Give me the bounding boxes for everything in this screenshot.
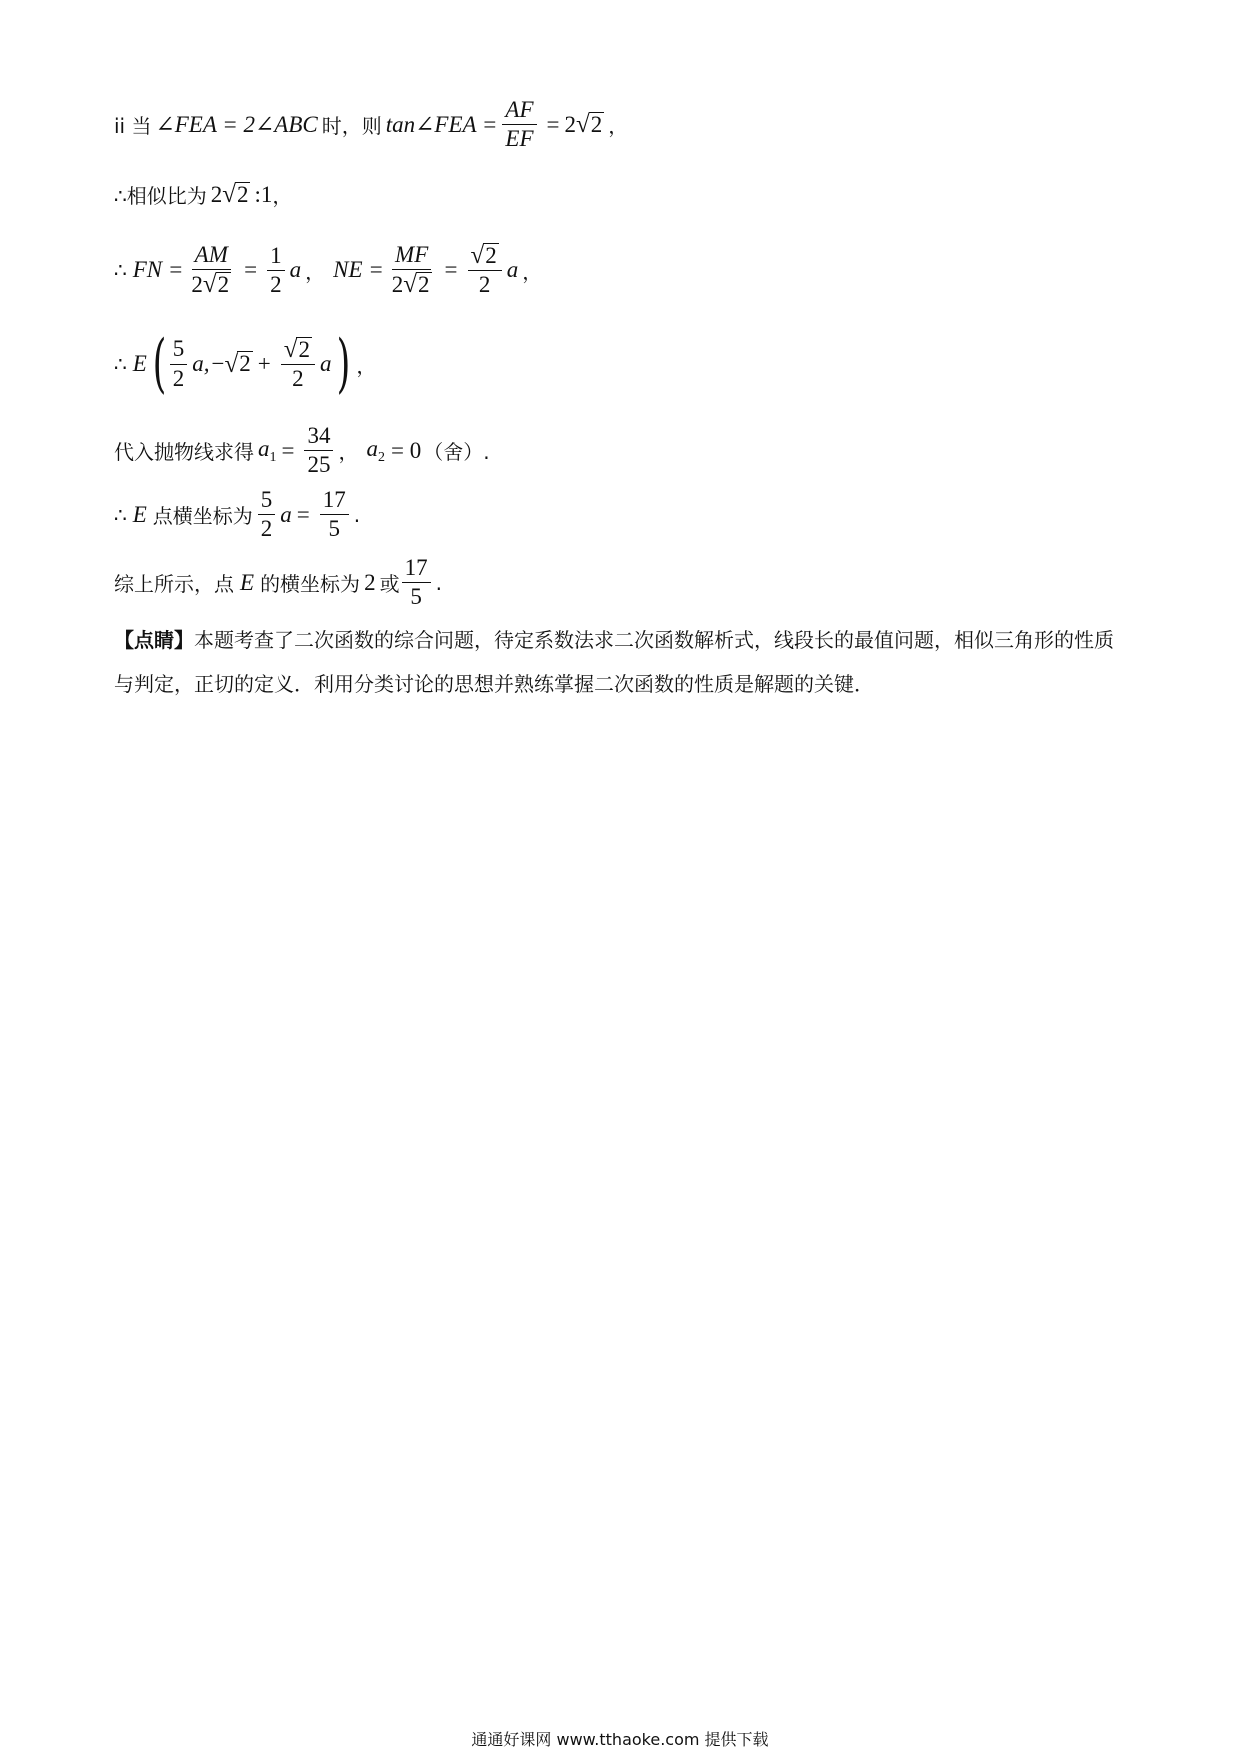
line-6-end: . [353, 502, 361, 527]
solution-line-2 [114, 180, 292, 209]
line-5-a2-var: a [366, 435, 378, 461]
line-3-var-a-2: a [506, 257, 519, 283]
line-6-frac-result [320, 488, 349, 541]
line-2-sqrt: √ 2 [222, 181, 249, 209]
line-5-a1 [258, 436, 277, 466]
line-7-value-2: 2 [364, 569, 376, 595]
line-3-frac-mf-den: 2 √ 2 [391, 271, 430, 299]
comment-label: 【点睛】 [114, 628, 194, 652]
line-3-frac-am-num: AM [192, 243, 231, 270]
line-3-end: ， [522, 259, 543, 284]
line-2-coef: 2 [210, 181, 223, 207]
line-3-frac-am-den-radicand: 2 [217, 272, 230, 298]
line-1-end: ， [608, 114, 629, 139]
line-1-fraction [502, 98, 536, 151]
line-3-frac-mf [389, 243, 435, 297]
line-3-frac-half-num: 1 [267, 244, 285, 271]
line-1-sqrt: √ 2 [576, 111, 603, 139]
line-5-frac-num: 34 [304, 424, 333, 451]
line-6-eq: = [296, 501, 310, 527]
line-3-frac-half [267, 244, 285, 297]
line-6-therefore: ∴ [114, 502, 127, 527]
line-4-point-e: E [132, 351, 147, 376]
line-5-a2-sub: 2 [377, 449, 385, 465]
line-1-condition: ∠FEA = 2∠ABC [155, 111, 318, 137]
line-4-right-paren: ) [337, 327, 351, 401]
line-3-frac-mf-den-coef: 2 [391, 272, 404, 298]
line-5-text: 代入抛物线求得 [114, 440, 254, 465]
line-3-frac-root2-radicand: 2 [485, 243, 497, 268]
line-7-frac-num: 17 [402, 556, 431, 583]
line-1-tan: tan∠FEA = [385, 111, 498, 137]
page-footer: 通通好课网 www.tthaoke.com 提供下载 [471, 1730, 769, 1749]
line-6-var-a: a [280, 501, 292, 527]
line-3-therefore: ∴ [114, 258, 127, 283]
line-5-frac-den: 25 [307, 452, 331, 478]
line-1-mid: 时，则 [321, 114, 382, 139]
line-4-frac-root2-num: √ 2 [281, 337, 315, 365]
line-3-frac-am-den-coef: 2 [191, 272, 203, 298]
line-1-fraction-num: AF [502, 98, 536, 125]
solution-line-5 [114, 424, 490, 477]
line-2-text: ∴相似比为 [114, 184, 207, 208]
line-3-frac-half-den: 2 [270, 271, 282, 297]
line-4-end: ， [356, 353, 377, 378]
line-5-eq-1: = [281, 437, 295, 463]
solution-line-6 [114, 488, 360, 541]
line-4-neg: − [211, 351, 225, 376]
line-7-text2: 的横坐标为 [260, 572, 361, 597]
line-6-frac2-den: 5 [328, 516, 341, 542]
line-6-point-e: E [132, 501, 147, 527]
solution-line-1 [114, 98, 628, 151]
line-1-sqrt-radicand: 2 [590, 112, 603, 138]
line-3-eq-1: = [244, 257, 258, 283]
line-4-plus: + [257, 351, 271, 376]
line-7-frac-den: 5 [410, 584, 422, 610]
line-4-frac-num: 5 [170, 337, 188, 364]
line-4-frac-root2-radicand: 2 [298, 336, 310, 362]
line-4-sqrt-radicand: 2 [239, 351, 251, 377]
line-7-point-e: E [240, 569, 255, 595]
line-2-sqrt-radicand: 2 [236, 181, 249, 207]
line-4-frac-root2 [281, 337, 315, 391]
line-3-sep: ， [305, 259, 326, 284]
line-3-frac-root2 [468, 243, 502, 297]
line-6-frac2-num: 17 [320, 488, 349, 515]
line-5-a2 [366, 436, 385, 466]
line-4-frac-root2-den: 2 [292, 366, 304, 392]
line-5-eq-2: = 0 [390, 437, 422, 463]
solution-line-7 [114, 556, 442, 609]
comment-body: 本题考查了二次函数的综合问题，待定系数法求二次函数解析式，线段长的最值问题，相似三角形的性质与判定，正切的定义．利用分类讨论的思想并熟练掌握二次函数的性质是解题的关键． [114, 628, 1114, 696]
solution-line-4 [114, 327, 377, 401]
line-3-frac-am-den: 2 √ 2 [191, 271, 230, 299]
line-3-lhs-ne: NE = [333, 257, 384, 283]
line-5-a1-sub: 1 [269, 449, 277, 465]
line-4-sqrt: √ 2 [224, 350, 251, 378]
line-1-eq: = [546, 111, 560, 137]
line-2-ratio: :1 [254, 181, 273, 207]
line-1-prefix: ii 当 [114, 114, 152, 139]
line-7-end: . [435, 570, 442, 595]
line-2-end: ， [272, 184, 293, 208]
line-4-a-comma: a, [192, 351, 210, 376]
line-5-sep: ， [338, 440, 359, 465]
line-7-or: 或 [379, 572, 400, 597]
line-4-frac-five-half [170, 337, 188, 390]
line-3-lhs-fn: FN = [132, 257, 184, 283]
line-6-frac-five-half [258, 488, 276, 541]
line-5-note: （舍）. [423, 440, 490, 465]
line-4-var-a: a [319, 351, 332, 376]
comment-paragraph [114, 618, 1124, 706]
solution-line-3 [114, 243, 542, 297]
line-7-frac [402, 556, 431, 609]
line-3-frac-root2-num: √ 2 [468, 243, 502, 271]
line-4-frac-den: 2 [172, 365, 185, 391]
line-1-coef: 2 [564, 111, 576, 137]
line-5-frac [304, 424, 333, 477]
line-4-left-paren: ( [152, 327, 167, 401]
line-3-eq-2: = [444, 257, 458, 283]
line-1-fraction-den: EF [505, 126, 534, 152]
line-3-frac-root2-den: 2 [478, 272, 491, 298]
line-3-var-a-1: a [289, 257, 302, 283]
line-4-therefore: ∴ [114, 352, 127, 376]
line-6-frac1-num: 5 [258, 488, 276, 515]
line-7-text: 综上所示，点 [114, 572, 234, 597]
line-5-a1-var: a [258, 435, 270, 461]
line-3-frac-mf-num: MF [392, 243, 431, 270]
line-3-frac-mf-den-radicand: 2 [418, 272, 430, 298]
line-3-frac-am [188, 243, 234, 297]
line-6-text: 点横坐标为 [152, 504, 253, 529]
line-6-frac1-den: 2 [260, 516, 273, 542]
